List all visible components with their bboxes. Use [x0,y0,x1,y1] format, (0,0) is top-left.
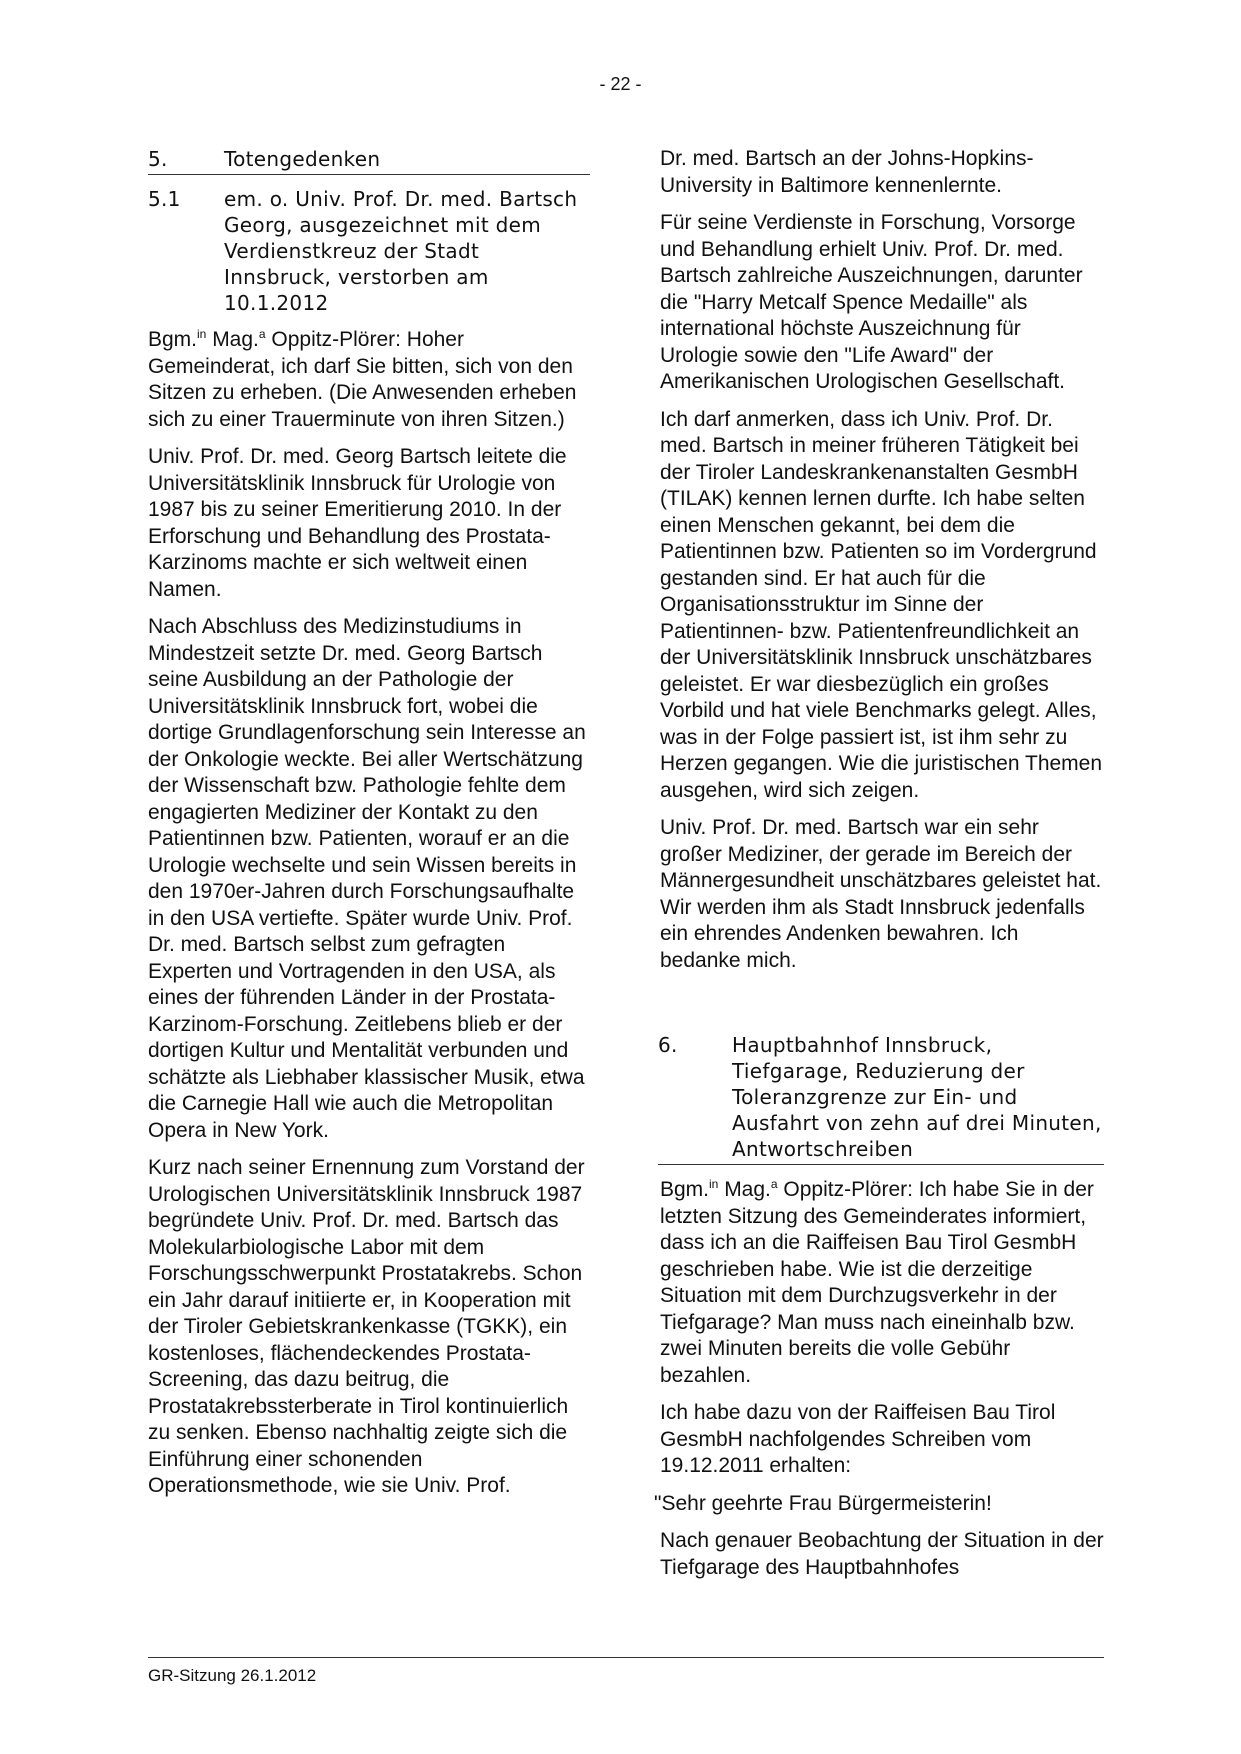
section-title: Hauptbahnhof Innsbruck, Tiefgarage, Reduzierung der Toleranzgrenze zur Ein- und Ausfahrt von zehn auf drei Minuten, Antwortschreiben [732,1033,1102,1161]
section-title: Totengedenken [224,147,381,171]
paragraph: Nach Abschluss des Medizinstudiums in Mindestzeit setzte Dr. med. Georg Bartsch seine Ausbildung an der Pathologie der Universitätsklinik Innsbruck fort, wobei die dortige Grundlagenforschung sein Interesse an der Onkologie weckte. Bei aller Wertschätzung der Wissenschaft bzw. Pathologie fehlte dem engagierten Mediziner der Kontakt zu den Patientinnen bzw. Patienten, worauf er an die Urologie wechselte und sein Wissen bereits in den 1970er-Jahren durch Forschungsaufhalte in den USA vertiefte. Später wurde Univ. Prof. Dr. med. Bartsch selbst zum gefragten Experten und Vortragenden in den USA, als eines der führenden Länder in der Prostata-Karzinom-Forschung. Zeitlebens blieb er der dortigen Kultur und Mentalität verbunden und schätzte als Liebhaber klassischer Musik, etwa die Carnegie Hall wie auch die Metropolitan Opera in New York. [148,615,586,1142]
paragraph: Ich darf anmerken, dass ich Univ. Prof. Dr. med. Bartsch in meiner früheren Tätigkeit bei der Tiroler Landeskrankenanstalten GesmbH (TILAK) kennen lernen durfte. Ich habe selten einen Menschen gekannt, bei dem die Patientinnen bzw. Patienten so im Vordergrund gestanden sind. Er hat auch für die Organisationsstruktur im Sinne der Patientinnen- bzw. Patientenfreundlichkeit an der Universitätsklinik Innsbruck unschätzbares geleistet. Er war diesbezüglich ein großes Vorbild und hat viele Benchmarks gelegt. Alles, was in der Folge passiert ist, ist ihm sehr zu Herzen gegangen. Wie die juristischen Themen ausgehen, wird sich zeigen. [660,407,1103,802]
paragraph: Univ. Prof. Dr. med. Georg Bartsch leitete die Universitätsklinik Innsbruck für Urologie von 1987 bis zu seiner Emeritierung 2010. In der Erforschung und Behandlung des Prostata-Karzinoms machte er sich weltweit einen Namen. [148,445,567,601]
section-number: 6. [658,1033,678,1057]
paragraph: Nach genauer Beobachtung der Situation in der Tiefgarage des Hauptbahnhofes [660,1529,1104,1579]
superscript: a [258,327,266,341]
footer-text: GR-Sitzung 26.1.2012 [148,1666,317,1685]
paragraph: Dr. med. Bartsch an der Johns-Hopkins-University in Baltimore kennenlernte. [660,147,1034,197]
page-number: - 22 - [599,74,642,94]
speaker-title: Bgm. [660,1178,710,1201]
speaker-title: Mag. [718,1178,771,1201]
section-6-heading [658,1032,1104,1165]
paragraph: Ich habe dazu von der Raiffeisen Bau Tirol GesmbH nachfolgendes Schreiben vom 19.12.2011 erhalten: [660,1401,1056,1477]
subsection-number: 5.1 [148,187,181,211]
paragraph: Für seine Verdienste in Forschung, Vorsorge und Behandlung erhielt Univ. Prof. Dr. med. Bartsch zahlreiche Auszeichnungen, darunter die "Harry Metcalf Spence Medaille" als international höchste Auszeichnung für Urologie sowie den "Life Award" der Amerikanischen Urologischen Gesellschaft. [660,211,1083,393]
speaker-title: Bgm. [148,328,198,351]
subsection-title: em. o. Univ. Prof. Dr. med. Bartsch Georg, ausgezeichnet mit dem Verdienstkreuz der Stadt Innsbruck, verstorben am 10.1.2012 [224,187,578,315]
footer-divider [148,1657,1104,1658]
speaker-title: Mag. [206,328,259,351]
section-number: 5. [148,147,168,171]
paragraph: Kurz nach seiner Ernennung zum Vorstand der Urologischen Universitätsklinik Innsbruck 1987 begründete Univ. Prof. Dr. med. Bartsch das Molekularbiologische Labor mit dem Forschungsschwerpunkt Prostatakrebs. Schon ein Jahr darauf initiierte er, in Kooperation mit der Tiroler Gebietskrankenkasse (TGKK), ein kostenloses, flächendeckendes Prostata-Screening, das dazu beitrug, die Prostatakrebssterberate in Tirol kontinuierlich zu senken. Ebenso nachhaltig zeigte sich die Einführung einer schonenden Operationsmethode, wie sie Univ. Prof. [148,1156,585,1497]
speech-text: Oppitz-Plörer: Ich habe Sie in der letzten Sitzung des Gemeinderates informiert, dass ich an die Raiffeisen Bau Tirol GesmbH geschrieben habe. Wie ist die derzeitige Situation mit dem Durchzugsverkehr in der Tiefgarage? Man muss nach eineinhalb bzw. zwei Minuten bereits die volle Gebühr bezahlen. [660,1178,1094,1387]
section-5-heading [148,146,590,175]
paragraph [148,327,592,433]
left-column [148,146,592,1511]
section-spacer [660,985,1104,1032]
paragraph [660,1177,1104,1389]
right-column [654,146,1104,1592]
paragraph: Univ. Prof. Dr. med. Bartsch war ein sehr großer Mediziner, der gerade im Bereich der Männergesundheit unschätzbares geleistet hat. Wir werden ihm als Stadt Innsbruck jedenfalls ein ehrendes Andenken bewahren. Ich bedanke mich. [660,816,1102,972]
speech-text: Oppitz-Plörer: Hoher Gemeinderat, ich darf Sie bitten, sich von den Sitzen zu erheben. (Die Anwesenden erheben sich zu einer Trauerminute von ihren Sitzen.) [148,328,577,431]
subsection-5-1-heading [148,186,592,316]
superscript: in [197,327,207,341]
superscript: in [709,1177,719,1191]
letter-salutation: "Sehr geehrte Frau Bürgermeisterin! [654,1491,992,1515]
superscript: a [770,1177,778,1191]
